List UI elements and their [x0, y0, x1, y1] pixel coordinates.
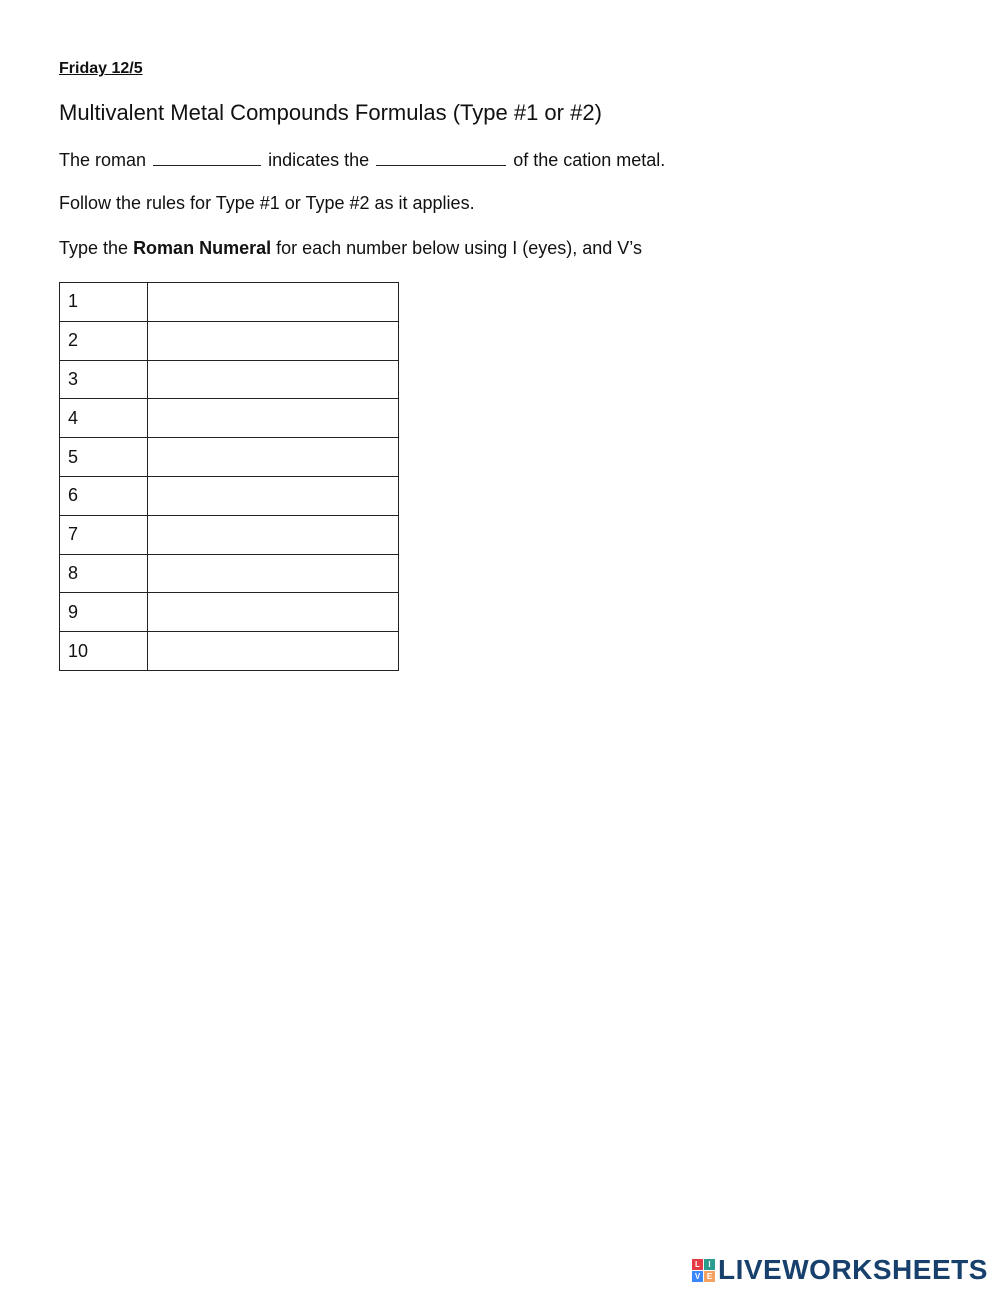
roman-numeral-input[interactable]: [148, 478, 398, 514]
blank-roman[interactable]: [153, 147, 261, 166]
logo-square: I: [704, 1259, 715, 1270]
table-row: [60, 283, 399, 322]
table-row: [60, 593, 399, 632]
worksheet-title: Multivalent Metal Compounds Formulas (Type #1 or #2): [59, 100, 602, 125]
row-number: 3: [60, 360, 148, 399]
roman-numeral-input[interactable]: [148, 633, 398, 669]
table-row: [60, 399, 399, 438]
table-row: [60, 515, 399, 554]
roman-numeral-input[interactable]: [148, 517, 398, 553]
row-number: 2: [60, 321, 148, 360]
answer-table: [59, 282, 399, 671]
logo-text: LIVEWORKSHEETS: [718, 1254, 988, 1285]
table-row: [60, 476, 399, 515]
answer-cell: [148, 515, 399, 554]
answer-cell: [148, 632, 399, 671]
sentence-part-3: of the cation metal.: [513, 150, 666, 170]
instruction-roman-numeral: [59, 238, 642, 259]
row-number: 9: [60, 593, 148, 632]
fill-in-sentence: [59, 147, 665, 171]
roman-numeral-input[interactable]: [148, 361, 398, 397]
row-number: 7: [60, 515, 148, 554]
sentence-part-2: indicates the: [268, 150, 370, 170]
answer-cell: [148, 360, 399, 399]
instruction-rules: Follow the rules for Type #1 or Type #2 as it applies.: [59, 193, 475, 213]
answer-cell: [148, 321, 399, 360]
instruction-after: for each number below using I (eyes), and V’s: [271, 238, 642, 258]
liveworksheets-logo: [692, 1254, 988, 1286]
row-number: 1: [60, 283, 148, 322]
row-number: 4: [60, 399, 148, 438]
table-row: [60, 438, 399, 477]
logo-square: L: [692, 1259, 703, 1270]
logo-square: E: [704, 1271, 715, 1282]
instruction-bold: Roman Numeral: [133, 238, 272, 258]
roman-numeral-input[interactable]: [148, 323, 398, 359]
roman-numeral-input[interactable]: [148, 400, 398, 436]
table-row: [60, 632, 399, 671]
blank-charge[interactable]: [376, 147, 506, 166]
row-number: 10: [60, 632, 148, 671]
row-number: 5: [60, 438, 148, 477]
table-row: [60, 321, 399, 360]
roman-numeral-input[interactable]: [148, 284, 398, 320]
answer-cell: [148, 438, 399, 477]
roman-numeral-input[interactable]: [148, 555, 398, 591]
sentence-part-1: The roman: [59, 150, 147, 170]
table-row: [60, 360, 399, 399]
answer-cell: [148, 399, 399, 438]
row-number: 6: [60, 476, 148, 515]
row-number: 8: [60, 554, 148, 593]
worksheet-date: Friday 12/5: [59, 60, 143, 77]
table-row: [60, 554, 399, 593]
answer-cell: [148, 476, 399, 515]
logo-icon: [692, 1259, 715, 1282]
roman-numeral-input[interactable]: [148, 594, 398, 630]
answer-cell: [148, 593, 399, 632]
answer-cell: [148, 554, 399, 593]
instruction-before: Type the: [59, 238, 134, 258]
logo-square: V: [692, 1271, 703, 1282]
answer-cell: [148, 283, 399, 322]
roman-numeral-input[interactable]: [148, 439, 398, 475]
